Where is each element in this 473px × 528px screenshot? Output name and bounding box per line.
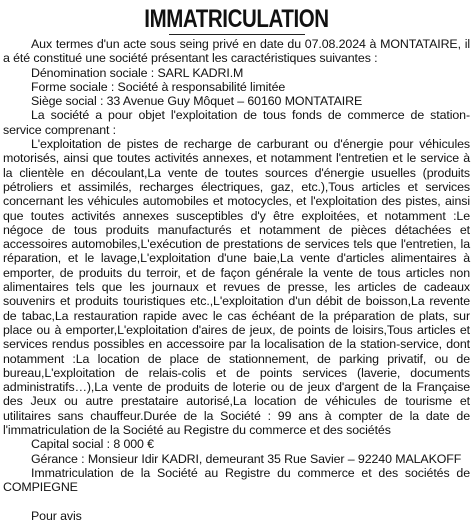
paragraph-company-name: Dénomination sociale : SARL KADRI.M	[31, 65, 244, 80]
paragraph-incorporation: Aux termes d'un acte sous seing privé en date du 07.08.2024 à MONTATAIRE, il a été constitué une société présentant les caractéristiques suivantes :	[3, 37, 470, 66]
notice-title: IMMATRICULATION	[144, 5, 329, 33]
paragraph-legal-form: Forme sociale : Société à responsabilité limitée	[31, 79, 286, 94]
notice-body	[3, 37, 470, 523]
title-underline	[169, 34, 305, 35]
paragraph-purpose-intro: La société a pour objet l'exploitation de tous fonds de commerce de station-service comprenant :	[3, 108, 470, 137]
paragraph-purpose-details: L'exploitation de pistes de recharge de carburant ou d'énergie pour véhicules motorisés, ainsi que toutes activités annexes, et notamment l'entretien et le service à la clientèle en découlant,La vente de toutes sources d'énergie usuelles (produits pétroliers et assimilés, recharges électriques, gaz, etc.),Tous articles et services concernant les véhicules automobiles et motocycles, et l'exploitation des pistes, ainsi que toutes activités annexes susceptibles d'y être exploitées, et notamment :Le négoce de tous produits manufacturés et notamment de pièces détachées et accessoires automobiles,L'exécution de prestations de services tels que l'entretien, la réparation, et le lavage,L'exploitation d'une baie,La vente d'articles alimentaires à emporter, de produits du terroir, et de façon générale la vente de tous articles non alimentaires tels que les journaux et revues de presse, les articles de cadeaux souvenirs et produits touristiques etc.,L'exploitation d'un débit de boisson,La revente de tabac,La restauration rapide avec le cas échéant de la préparation de plats, sur place ou à emporter,L'exploitation d'aires de jeux, de points de loisirs,Tous articles et services rendus possibles en accessoire par la localisation de la station-service, dont notamment :La location de place de stationnement, de parking privatif, ou de bureau,L'exploitation de relais-colis et de points services (laverie, documents administratifs…),La vente de produits de loterie ou de jeux d'argent de la Française des Jeux ou autre prestataire autorisé,La location de véhicules de tourisme et utilitaires sans chauffeur.Durée de la Société : 99 ans à compter de la date de l'immatriculation de la Société au Registre du commerce et des sociétés	[3, 137, 470, 438]
paragraph-registration: Immatriculation de la Société au Registre du commerce et des sociétés de COMPIEGNE	[3, 465, 470, 495]
paragraph-management: Gérance : Monsieur Idir KADRI, demeurant 35 Rue Savier – 92240 MALAKOFF	[31, 451, 462, 466]
paragraph-registered-office: Siège social : 33 Avenue Guy Môquet – 60160 MONTATAIRE	[31, 94, 363, 109]
closing-line: Pour avis	[31, 508, 82, 523]
paragraph-capital: Capital social : 8 000 €	[31, 437, 154, 452]
